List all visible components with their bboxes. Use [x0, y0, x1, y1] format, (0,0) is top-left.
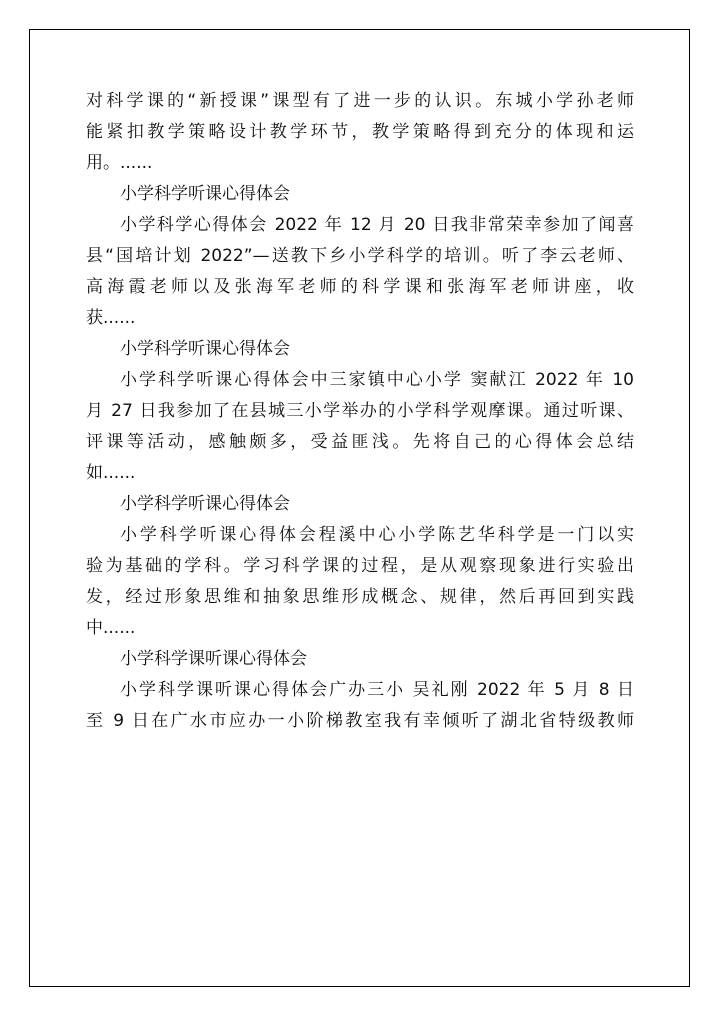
- text-line: 发，经过形象思维和抽象思维形成概念、规律，然后再回到实践: [86, 587, 634, 607]
- text-line: 至 9 日在广水市应办一小阶梯教室我有幸倾听了湖北省特级教师: [86, 711, 634, 731]
- text-line: 县“国培计划 2022”—送教下乡小学科学的培训。听了李云老师、: [86, 246, 634, 266]
- text-line: 对科学课的“新授课”课型有了进一步的认识。东城小学孙老师: [86, 91, 634, 111]
- text-line: 小学科学课听课心得体会广办三小 吴礼刚 2022 年 5 月 8 日: [120, 680, 634, 700]
- document-body: [86, 86, 634, 737]
- text-line: 小学科学听课心得体会程溪中心小学陈艺华科学是一门以实: [120, 525, 634, 545]
- text-line: 小学科学心得体会 2022 年 12 月 20 日我非常荣幸参加了闻喜: [120, 215, 634, 235]
- section-heading: 小学科学课听课心得体会: [120, 649, 307, 669]
- text-line: 中......: [86, 618, 136, 638]
- text-line: 如......: [86, 463, 136, 483]
- text-line: 能紧扣教学策略设计教学环节，教学策略得到充分的体现和运: [86, 122, 634, 142]
- text-line: 评课等活动，感触颇多，受益匪浅。先将自己的心得体会总结: [86, 432, 634, 452]
- text-line: 获......: [86, 308, 136, 328]
- text-line: 月 27 日我参加了在县城三小学举办的小学科学观摩课。通过听课、: [86, 401, 634, 421]
- text-line: 高海霞老师以及张海军老师的科学课和张海军老师讲座，收: [86, 277, 634, 297]
- section-heading: 小学科学听课心得体会: [120, 339, 290, 359]
- section-heading: 小学科学听课心得体会: [120, 184, 290, 204]
- text-line: 验为基础的学科。学习科学课的过程，是从观察现象进行实验出: [86, 556, 634, 576]
- text-line: 用。......: [86, 153, 153, 173]
- text-line: 小学科学听课心得体会中三家镇中心小学 窦献江 2022 年 10: [120, 370, 634, 390]
- section-heading: 小学科学听课心得体会: [120, 494, 290, 514]
